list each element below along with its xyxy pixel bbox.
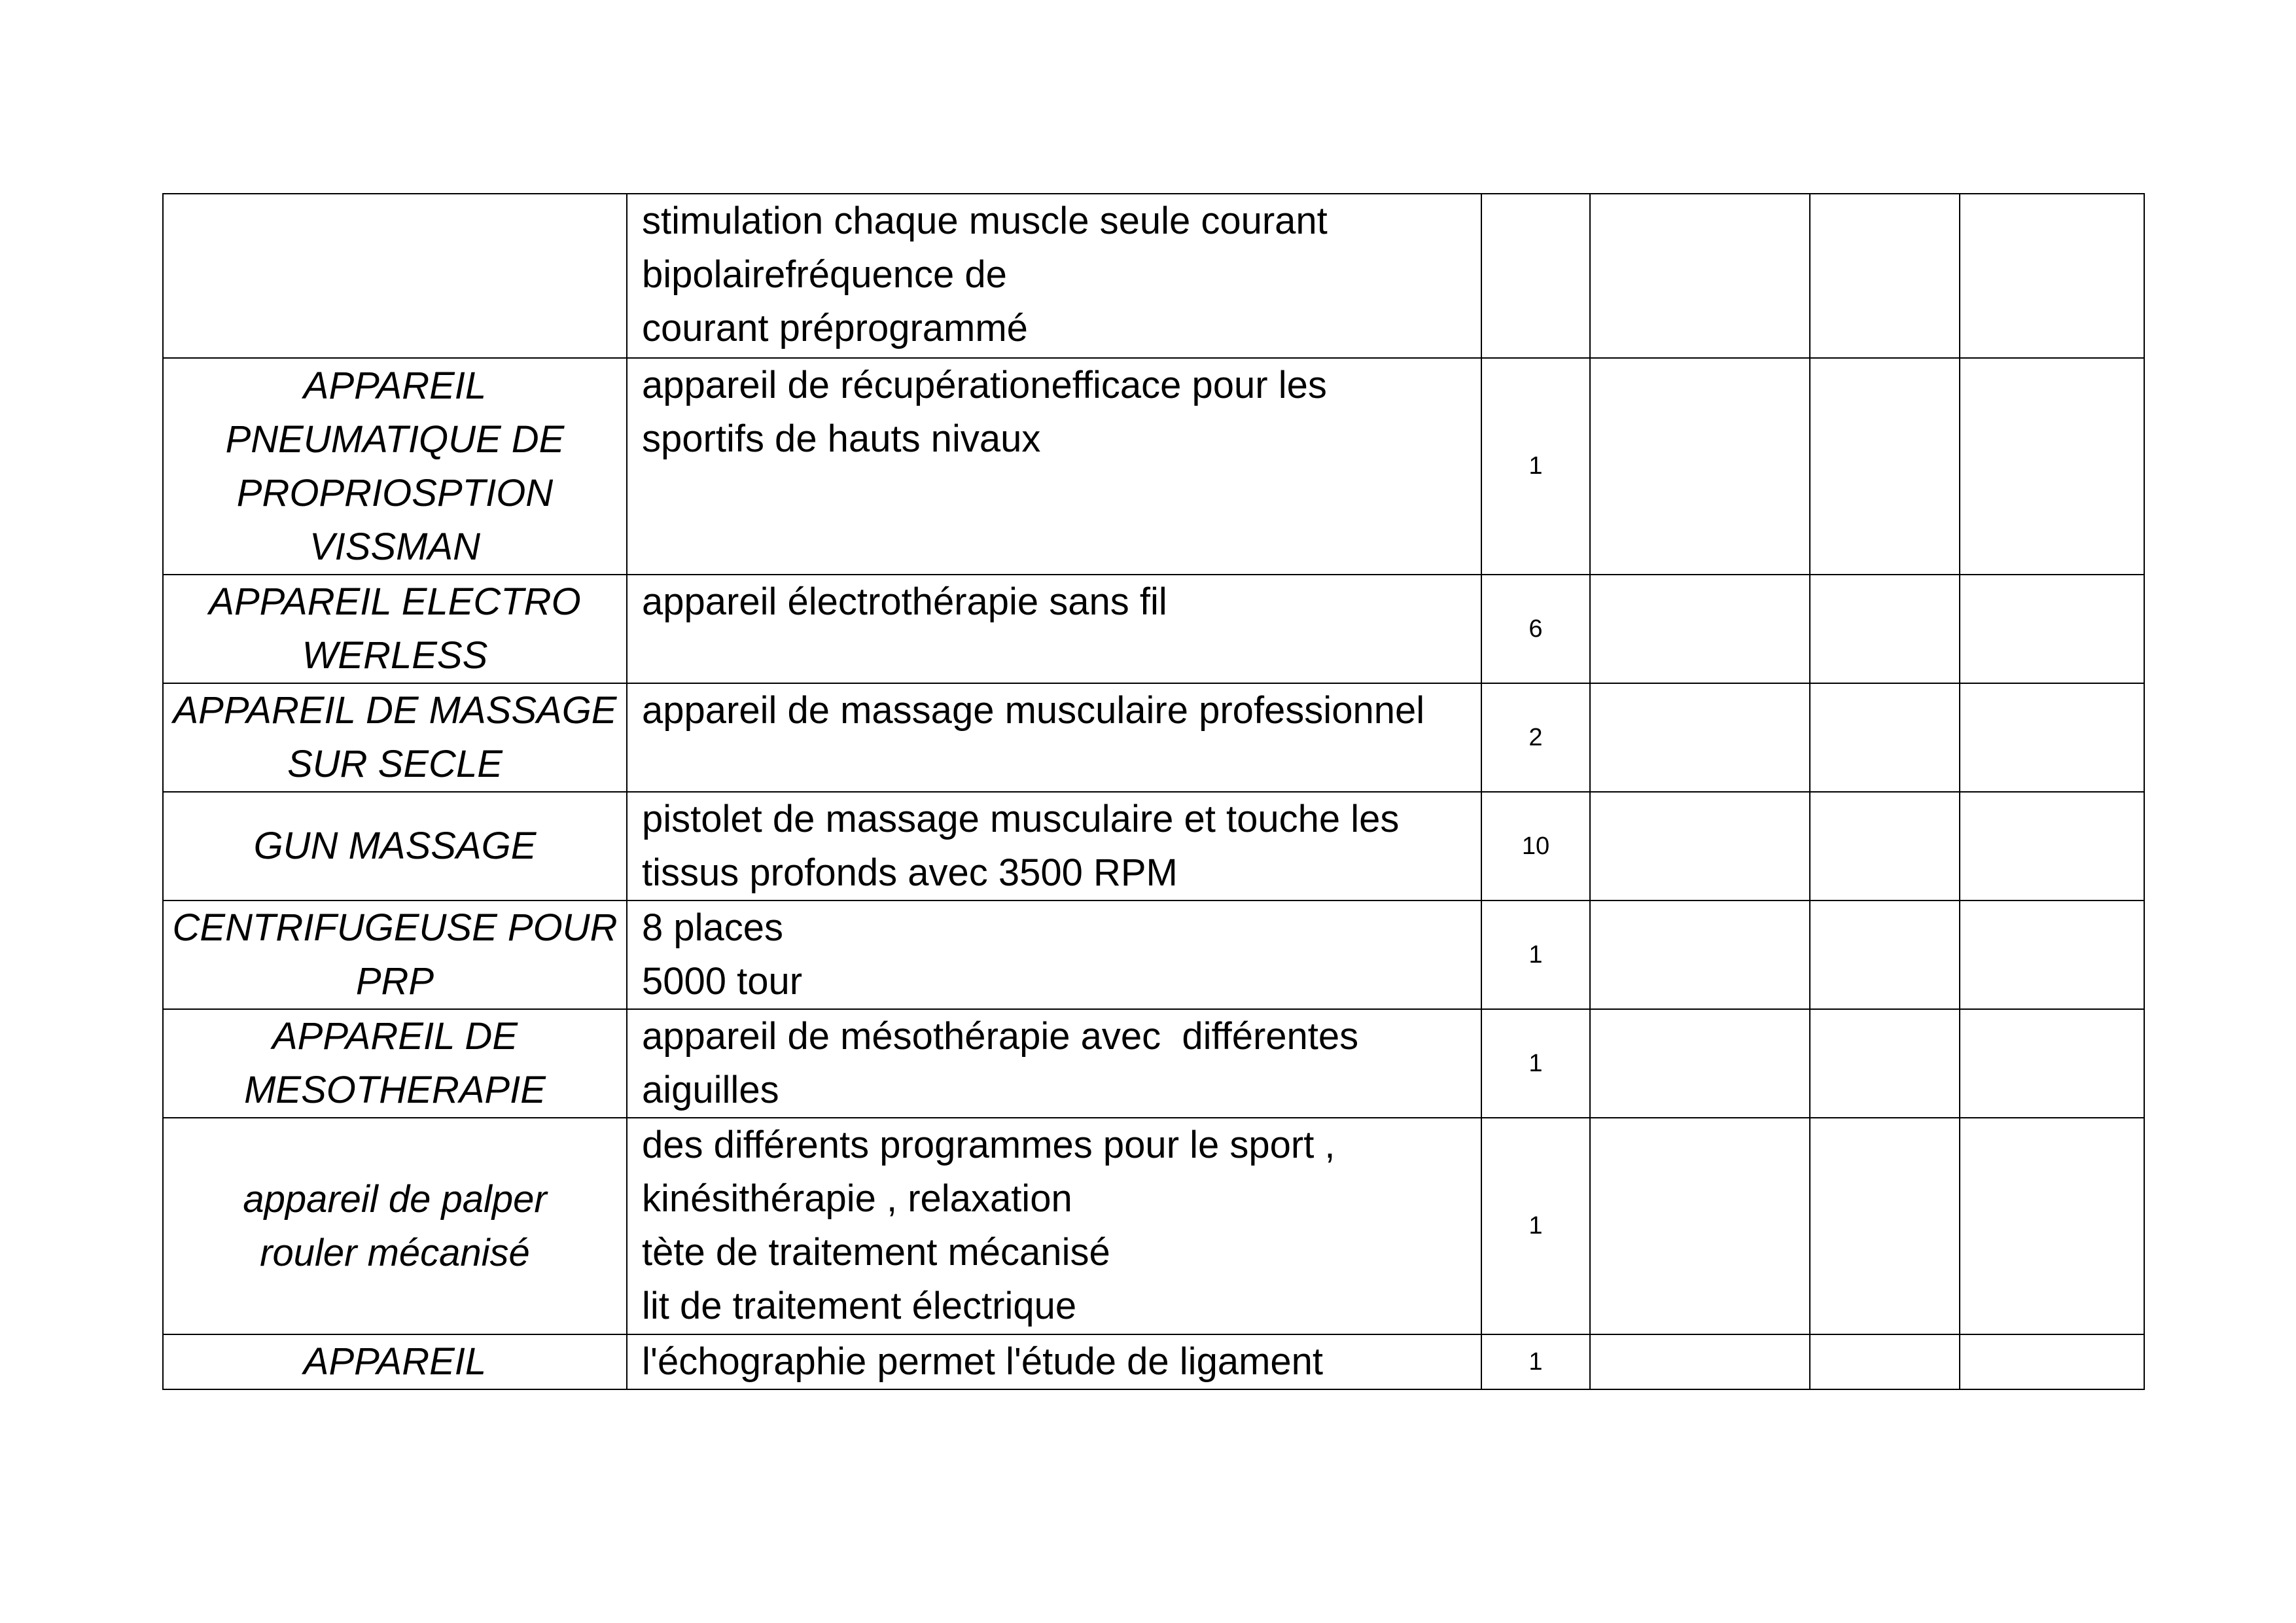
empty-cell-1	[1590, 358, 1810, 575]
description-line: pistolet de massage musculaire et touche les	[642, 798, 1400, 840]
table-row	[163, 1334, 2144, 1389]
table-row	[163, 1118, 2144, 1334]
empty-cell-1	[1590, 683, 1810, 792]
empty-cell-1	[1590, 901, 1810, 1009]
equipment-name-cell	[163, 792, 627, 901]
description-cell	[627, 575, 1481, 683]
equipment-name-cell	[163, 683, 627, 792]
equipment-name-line: SUR SECLE	[287, 743, 503, 785]
empty-cell-1	[1590, 575, 1810, 683]
table-row	[163, 901, 2144, 1009]
equipment-name-line: APPAREIL	[303, 1340, 487, 1383]
empty-cell-2	[1810, 792, 1960, 901]
description-line: lit de traitement électrique	[642, 1285, 1077, 1327]
equipment-name-cell	[163, 901, 627, 1009]
description-line: courant préprogrammé	[642, 307, 1028, 349]
empty-cell-2	[1810, 1009, 1960, 1118]
equipment-name-cell	[163, 1009, 627, 1118]
equipment-name-cell	[163, 358, 627, 575]
equipment-name-line: APPAREIL DE MASSAGE	[173, 689, 617, 732]
empty-cell-3	[1960, 1009, 2144, 1118]
empty-cell-2	[1810, 1334, 1960, 1389]
description-fragment: fréquence de	[785, 253, 1007, 296]
empty-cell-3	[1960, 1334, 2144, 1389]
description-cell	[627, 792, 1481, 901]
description-line: tète de traitement mécanisé	[642, 1231, 1110, 1274]
equipment-name-line: APPAREIL	[303, 364, 487, 407]
description-fragment: bipolaire	[642, 253, 786, 296]
table-row	[163, 1009, 2144, 1118]
quantity-cell: 1	[1481, 901, 1590, 1009]
description-line: sportifs de hauts nivaux	[642, 418, 1041, 460]
empty-cell-2	[1810, 575, 1960, 683]
description-line: kinésithérapie , relaxation	[642, 1177, 1072, 1220]
quantity-cell: 1	[1481, 358, 1590, 575]
empty-cell-3	[1960, 901, 2144, 1009]
equipment-name-line: APPAREIL DE	[272, 1015, 518, 1058]
empty-cell-3	[1960, 194, 2144, 358]
quantity-cell: 1	[1481, 1334, 1590, 1389]
equipment-name-cell	[163, 1118, 627, 1334]
description-line: 8 places	[642, 906, 784, 949]
table-row	[163, 683, 2144, 792]
quantity-cell: 2	[1481, 683, 1590, 792]
equipment-name-line: MESOTHERAPIE	[244, 1069, 546, 1111]
empty-cell-1	[1590, 792, 1810, 901]
quantity-cell: 6	[1481, 575, 1590, 683]
equipment-name-line: PROPRIOSPTION	[236, 471, 554, 514]
description-line	[642, 248, 1474, 302]
empty-cell-1	[1590, 1334, 1810, 1389]
table-body	[163, 194, 2144, 1389]
quantity-cell: 10	[1481, 792, 1590, 901]
description-line: appareil de récupérationefficace pour les	[642, 364, 1327, 406]
empty-cell-1	[1590, 1009, 1810, 1118]
table-row	[163, 194, 2144, 358]
empty-cell-3	[1960, 683, 2144, 792]
table-row	[163, 792, 2144, 901]
empty-cell-3	[1960, 575, 2144, 683]
description-cell	[627, 1009, 1481, 1118]
description-cell	[627, 1334, 1481, 1389]
empty-cell-3	[1960, 792, 2144, 901]
empty-cell-1	[1590, 1118, 1810, 1334]
description-cell	[627, 683, 1481, 792]
description-line: appareil de massage musculaire professionnel	[642, 689, 1425, 732]
equipment-name-cell	[163, 575, 627, 683]
empty-cell-1	[1590, 194, 1810, 358]
equipment-name-line: PRP	[355, 960, 434, 1003]
equipment-name-cell	[163, 1334, 627, 1389]
description-line: appareil électrothérapie sans fil	[642, 580, 1167, 623]
table-row	[163, 358, 2144, 575]
equipment-name-line: appareil de palper	[243, 1177, 547, 1221]
empty-cell-2	[1810, 358, 1960, 575]
equipment-name-line: CENTRIFUGEUSE POUR	[172, 906, 618, 949]
equipment-name-line: PNEUMATIQUE DE	[225, 418, 565, 461]
quantity-cell: 1	[1481, 1118, 1590, 1334]
equipment-name-line: GUN MASSAGE	[253, 825, 537, 867]
empty-cell-2	[1810, 1118, 1960, 1334]
description-line: l'échographie permet l'étude de ligament	[642, 1340, 1324, 1383]
description-cell	[627, 358, 1481, 575]
empty-cell-2	[1810, 194, 1960, 358]
empty-cell-2	[1810, 901, 1960, 1009]
equipment-name-line: VISSMAN	[309, 525, 481, 568]
description-cell	[627, 1118, 1481, 1334]
empty-cell-2	[1810, 683, 1960, 792]
equipment-table	[162, 193, 2145, 1390]
equipment-name-cell	[163, 194, 627, 358]
description-line: stimulation chaque muscle seule courant	[642, 200, 1328, 242]
equipment-name-line: WERLESS	[302, 634, 488, 677]
empty-cell-3	[1960, 1118, 2144, 1334]
equipment-name-line: rouler mécanisé	[260, 1231, 530, 1274]
description-cell	[627, 901, 1481, 1009]
description-line: 5000 tour	[642, 960, 803, 1003]
quantity-cell: 1	[1481, 1009, 1590, 1118]
empty-cell-3	[1960, 358, 2144, 575]
description-cell	[627, 194, 1481, 358]
table-row	[163, 575, 2144, 683]
description-line: aiguilles	[642, 1069, 779, 1111]
quantity-cell	[1481, 194, 1590, 358]
description-line: appareil de mésothérapie avec différentes	[642, 1015, 1359, 1058]
equipment-name-line: APPAREIL ELECTRO	[209, 580, 581, 623]
description-line: des différents programmes pour le sport ,	[642, 1124, 1335, 1166]
description-line: tissus profonds avec 3500 RPM	[642, 851, 1178, 894]
